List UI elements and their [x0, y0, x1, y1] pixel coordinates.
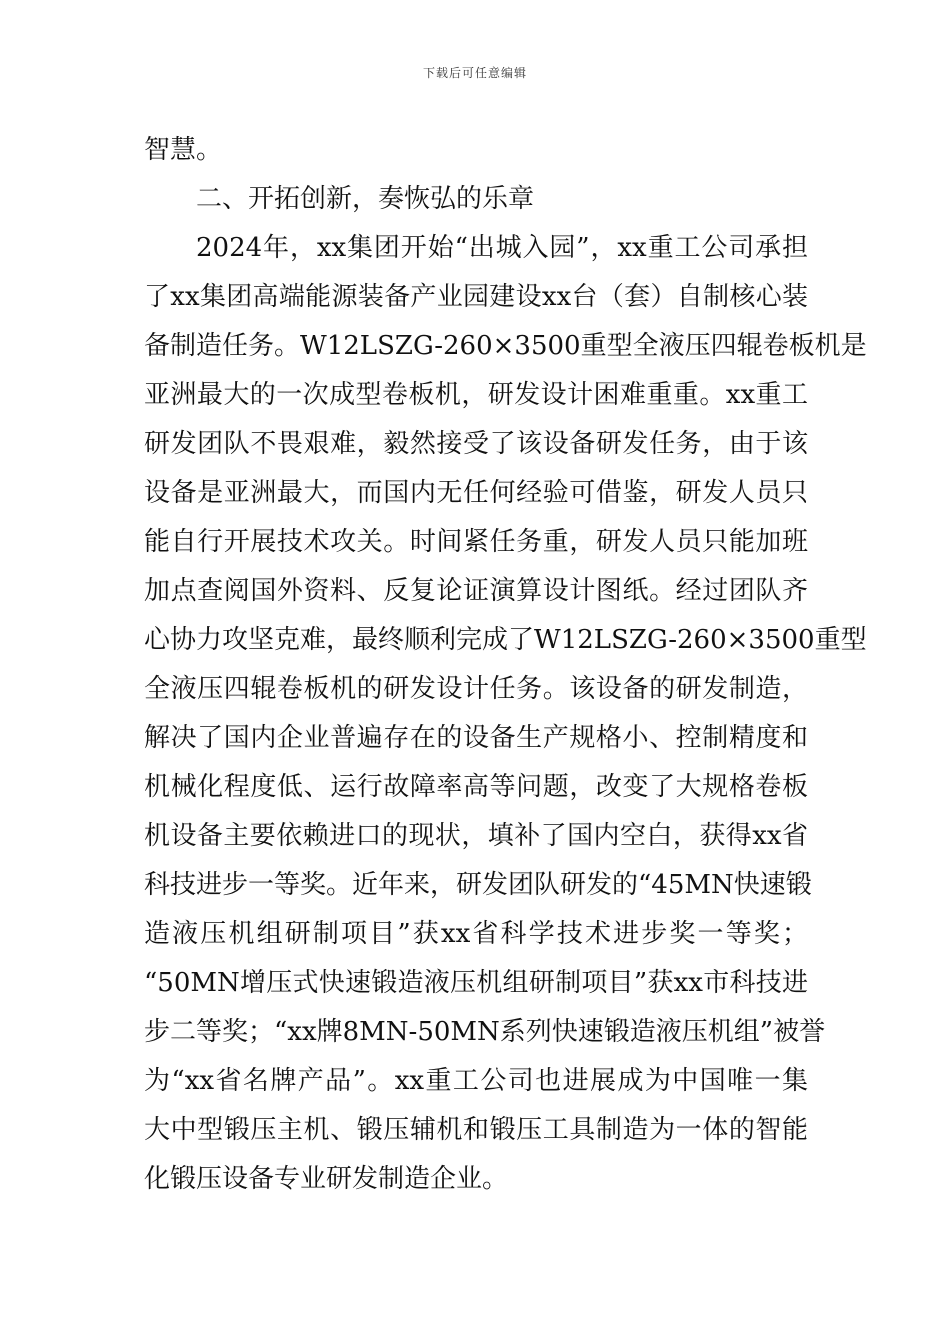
text-line: “50MN增压式快速锻造液压机组研制项目”获xx市科技进: [144, 968, 808, 998]
text-line: 大中型锻压主机、锻压辅机和锻压工具制造为一体的智能: [144, 1115, 808, 1145]
text-line: 2024年，xx集团开始“出城入园”，xx重工公司承担: [196, 233, 808, 263]
text-line: 心协力攻坚克难，最终顺利完成了W12LSZG-260×3500重型: [144, 625, 867, 655]
text-line: 科技进步一等奖。近年来，研发团队研发的“45MN快速锻: [144, 870, 812, 900]
text-line: 步二等奖；“xx牌8MN-50MN系列快速锻造液压机组”被誉: [144, 1017, 826, 1047]
section-heading: 二、开拓创新，奏恢弘的乐章: [196, 184, 535, 214]
text-line: 机械化程度低、运行故障率高等问题，改变了大规格卷板: [144, 772, 808, 802]
page-header-note: 下载后可任意编辑: [422, 66, 527, 80]
text-line: 化锻压设备专业研发制造企业。: [144, 1164, 509, 1194]
text-line: 智慧。: [144, 135, 223, 165]
body-text: [144, 126, 867, 1204]
text-line: 了xx集团高端能源装备产业园建设xx台（套）自制核心装: [144, 282, 808, 312]
text-line: 能自行开展技术攻关。时间紧任务重，研发人员只能加班: [144, 527, 808, 557]
text-line: 设备是亚洲最大，而国内无任何经验可借鉴，研发人员只: [144, 478, 808, 508]
text-line: 为“xx省名牌产品”。xx重工公司也进展成为中国唯一集: [144, 1066, 808, 1096]
text-line: 解决了国内企业普遍存在的设备生产规格小、控制精度和: [144, 723, 808, 753]
text-line: 研发团队不畏艰难，毅然接受了该设备研发任务，由于该: [144, 429, 808, 459]
text-line: 亚洲最大的一次成型卷板机，研发设计困难重重。xx重工: [144, 380, 808, 410]
text-line: 加点查阅国外资料、反复论证演算设计图纸。经过团队齐: [144, 576, 808, 606]
text-line: 造液压机组研制项目”获xx省科学技术进步奖一等奖；: [144, 919, 808, 949]
text-line: 机设备主要依赖进口的现状，填补了国内空白，获得xx省: [144, 821, 808, 851]
text-line: 备制造任务。W12LSZG-260×3500重型全液压四辊卷板机是: [144, 331, 867, 361]
text-line: 全液压四辊卷板机的研发设计任务。该设备的研发制造，: [144, 674, 808, 704]
